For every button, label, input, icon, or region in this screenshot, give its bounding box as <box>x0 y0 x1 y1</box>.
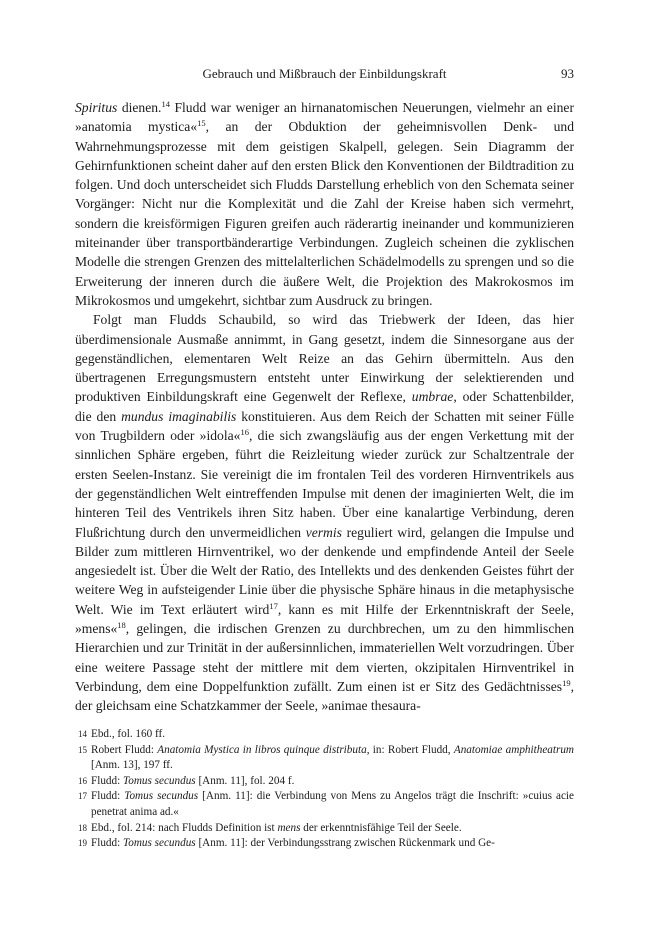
footnote-ref[interactable]: 16 <box>240 427 249 438</box>
footnote-number: 14 <box>78 729 87 739</box>
footnote-14 <box>75 727 574 743</box>
footnote-ref[interactable]: 15 <box>197 118 206 129</box>
italic-term: vermis <box>305 524 342 540</box>
footnote-text: Fludd: <box>91 837 124 850</box>
footnote-number: 18 <box>78 822 87 833</box>
italic-term: mundus imaginabilis <box>121 408 237 424</box>
text-span: , kann es mit Hilfe der Erkenntniskraft der Seele, »mens« <box>75 601 574 637</box>
footnote-number: 19 <box>78 838 87 849</box>
footnote-18 <box>75 821 574 837</box>
text-span: Folgt man Fludds Schaubild, so wird das Triebwerk der Ideen, das hier überdimensionale Ausmaße annimmt, in Gang gesetzt, indem die Sinnesorgane aus der gegenständlichen, elementaren Welt Reize an das Gehirn übermitteln. Aus den übertragenen Erregungsmustern entsteht unter Einwirkung der selektierenden und produktiven Einbildungskraft eine Gegenwelt der Reflexe, <box>75 312 574 405</box>
footnote-text: Fludd: <box>91 774 124 787</box>
text-span: , der gleichsam eine Schatzkammer der Seele, »animae thesaura- <box>75 678 574 714</box>
footnote-title: Anatomia Mystica in libros quinque distributa <box>157 743 367 756</box>
footnote-text: [Anm. 11]: die Verbindung von Mens zu Angelos trägt die Inschrift: »cuius acie penetrat anima ad.« <box>91 790 575 818</box>
text-span: reguliert wird, gelangen die Impulse und Bilder zum mittleren Hirnventrikel, wo der denkende und empfindende Anteil der Seele angesiedelt ist. Über die Welt der Ratio, des Intellekts und des denkenden Geistes führt der weitere Weg in aufsteigender Linie über die physische Sphäre hinaus in die metaphysische Welt. Wie im Text erläutert wird <box>75 524 574 617</box>
text-span: , die sich zwangsläufig aus der engen Verkettung mit der sinnlichen Sphäre ergeben, führt die Reizleitung wieder zurück zur Schaltzentrale der ersten Seelen-Instanz. Sie vereinigt die im frontalen Teil des vorderen Hirnventrikels aus der gegenständlichen Welt eintreffenden Impulse mit denen der imaginierten Welt, die im hinteren Teil des Ventrikels ihren Sitz haben. Über eine kanalartige Verbindung, deren Flußrichtung durch den unvermeidlichen <box>75 428 574 540</box>
footnote-title: Tomus secundus <box>124 790 199 803</box>
footnote-15 <box>75 743 574 774</box>
footnote-term: mens <box>277 821 301 834</box>
footnote-text: [Anm. 11], fol. 204 f. <box>195 774 295 787</box>
italic-term: umbrae <box>411 389 454 405</box>
footnote-title: Anatomiae amphitheatrum <box>453 743 575 756</box>
footnote-ref[interactable]: 14 <box>161 99 170 109</box>
footnote-ref[interactable]: 18 <box>117 620 126 631</box>
footnote-title: Tomus secundus <box>123 774 196 787</box>
text-span: , gelingen, die irdischen Grenzen zu durchbrechen, um zu den himmlischen Hierarchien und zur Trinität in der außersinnlichen, immateriellen Welt vorzudringen. Über eine weitere Passage steht der mittlere mit dem vierten, okzipitalen Hirnventrikel in Verbindung, dem eine Doppelfunktion zufällt. Zum einen ist er Sitz des Gedächtnisses <box>75 621 574 694</box>
footnotes <box>75 727 574 852</box>
footnote-ref[interactable]: 17 <box>269 600 278 611</box>
running-title: Gebrauch und Mißbrauch der Einbildungskraft <box>202 66 447 81</box>
italic-term: Spiritus <box>75 100 118 115</box>
footnote-text: [Anm. 13], 197 ff. <box>91 759 173 772</box>
text-span: , an der Obduktion der geheimnisvollen Denk- und Wahrnehmungsprozesse mit dem geistigen Skalpell, gelegen. Sein Diagramm der Gehirnfunktionen scheint daher auf den ersten Blick den Konventionen der Bildtradition zu folgen. Und doch unterscheidet sich Fludds Darstellung erheblich von den Schemata seiner Vorgänger: Nicht nur die Komplexität und die Zahl der Kreise haben sich vermehrt, sondern die kreisförmigen Figuren greifen auch räderartig ineinander und kommunizieren miteinander über transportbänderartige Verbindungen. Zugleich scheinen die zyklischen Modelle die strengen Grenzen des mittelalterlichen Schädelmodells zu sprengen und so die Erweiterung der inneren durch die äußere Welt, die Projektion des Makrokosmos im Mikrokosmos und umgekehrt, sichtbar zum Ausdruck zu bringen. <box>75 119 574 308</box>
footnote-text: , in: Robert Fludd, <box>366 743 454 756</box>
footnote-text: Robert Fludd: <box>91 743 158 756</box>
paragraph-2 <box>75 310 574 715</box>
footnote-text: der erkenntnisfähige Teil der Seele. <box>300 821 462 834</box>
footnote-text: Fludd: <box>91 790 125 803</box>
footnote-16 <box>75 774 574 790</box>
footnote-text: Ebd., fol. 214: nach Fludds Definition ist <box>91 821 278 834</box>
footnote-19 <box>75 836 574 852</box>
running-header <box>75 66 574 82</box>
text-span: konstituieren. Aus dem Reich der Schatten mit seiner Fülle von Trugbildern oder »idola« <box>75 408 574 444</box>
footnote-number: 15 <box>78 744 87 755</box>
main-text <box>75 98 574 716</box>
footnote-text: Ebd., fol. 160 ff. <box>91 728 166 740</box>
footnote-number: 17 <box>78 791 87 802</box>
footnote-17 <box>75 789 574 820</box>
text-span: Fludd war weniger an hirnanatomischen Neuerungen, vielmehr an einer »anatomia mystica« <box>75 100 574 135</box>
text-span: dienen. <box>117 100 162 115</box>
footnote-text: [Anm. 11]: der Verbindungsstrang zwischen Rückenmark und Ge- <box>195 837 495 850</box>
page-number: 93 <box>561 66 574 81</box>
text-span: , oder Schattenbilder, die den <box>75 389 574 424</box>
footnote-number: 16 <box>78 775 87 786</box>
paragraph-1 <box>75 98 574 310</box>
footnote-ref[interactable]: 19 <box>562 677 571 688</box>
footnote-title: Tomus secundus <box>123 837 196 850</box>
